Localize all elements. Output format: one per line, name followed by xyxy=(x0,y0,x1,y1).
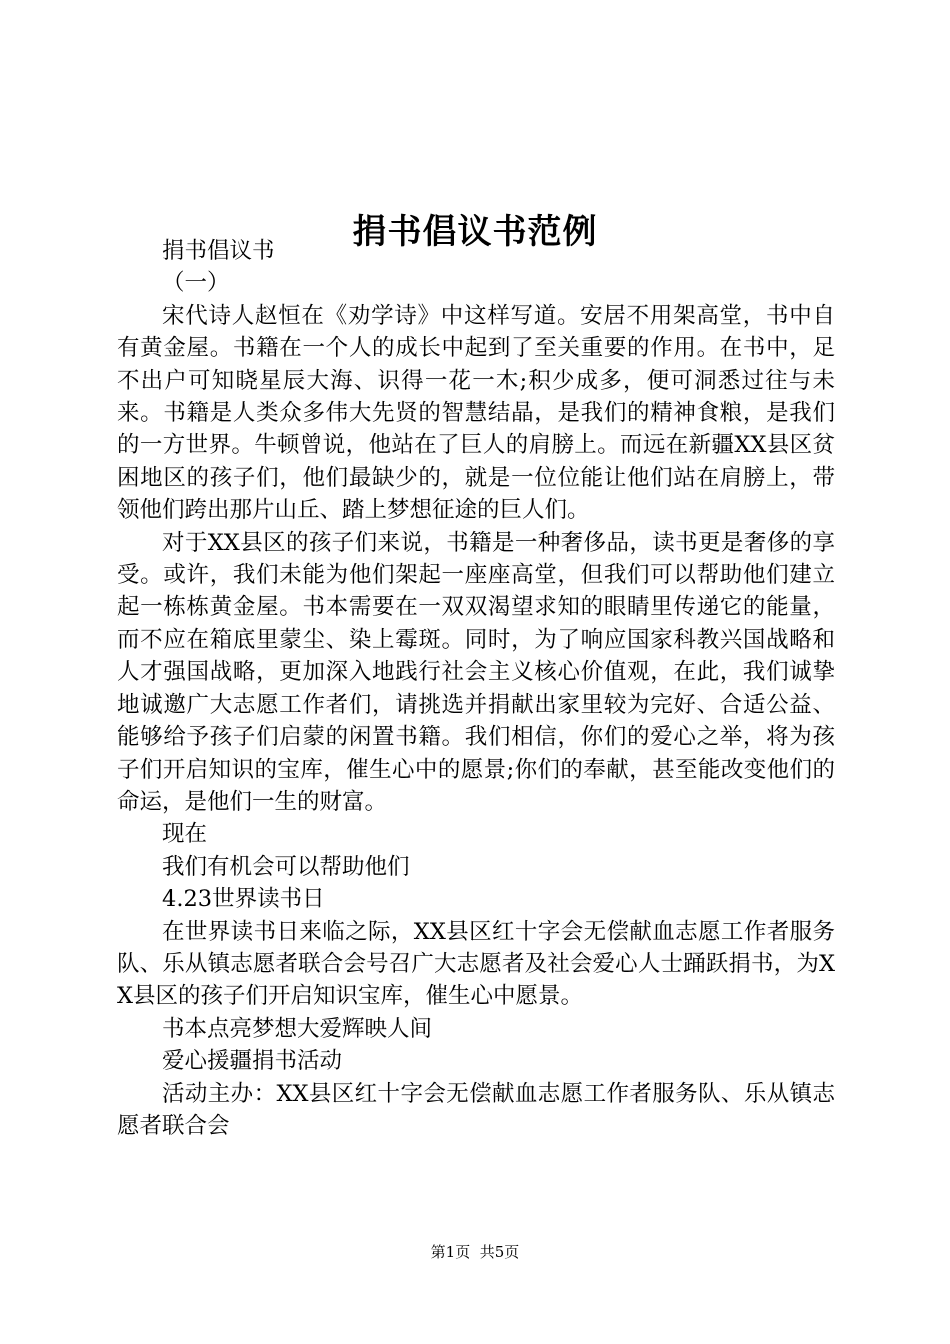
paragraph-body: 宋代诗人赵恒在《劝学诗》中这样写道。安居不用架高堂，书中自有黄金屋。书籍在一个人的成长中起到了至关重要的作用。在书中，足不出户可知晓星辰大海、识得一花一木;积少成多，便可洞悉过往与未来。书籍是人类众多伟大先贤的智慧结晶，是我们的精神食粮，是我们的一方世界。牛顿曾说，他站在了巨人的肩膀上。而远在新疆XX县区贫困地区的孩子们，他们最缺少的，就是一位位能让他们站在肩膀上，带领他们跨出那片山丘、踏上梦想征途的巨人们。 xyxy=(117,302,835,524)
paragraph-subtitle: 捐书倡议书 xyxy=(162,238,275,264)
paragraph-slogan: 书本点亮梦想大爱辉映人间 xyxy=(162,1015,433,1042)
paragraph-short: 我们有机会可以帮助他们 xyxy=(162,853,410,880)
document-body xyxy=(117,235,835,1142)
paragraph-activity-name: 爱心援疆捐书活动 xyxy=(162,1048,343,1075)
document-title: 捐书倡议书范例 xyxy=(352,211,598,252)
paragraph-body: 在世界读书日来临之际，XX县区红十字会无偿献血志愿工作者服务队、乐从镇志愿者联合会号召广大志愿者及社会爱心人士踊跃捐书，为XX县区的孩子们开启知识宝库，催生心中愿景。 xyxy=(117,918,835,1010)
paragraph-short: 4.23世界读书日 xyxy=(162,886,325,913)
page-total: 共5页 xyxy=(479,1243,520,1261)
paragraph-body: 对于XX县区的孩子们来说，书籍是一种奢侈品，读书更是奢侈的享受。或许，我们未能为他们架起一座座高堂，但我们可以帮助他们建立起一栋栋黄金屋。书本需要在一双双渴望求知的眼睛里传递它的能量，而不应在箱底里蒙尘、染上霉斑。同时，为了响应国家科教兴国战略和人才强国战略，更加深入地践行社会主义核心价值观，在此，我们诚挚地诚邀广大志愿工作者们，请挑选并捐献出家里较为完好、合适公益、能够给予孩子们启蒙的闲置书籍。我们相信，你们的爱心之举，将为孩子们开启知识的宝库，催生心中的愿景;你们的奉献，甚至能改变他们的命运，是他们一生的财富。 xyxy=(117,529,835,815)
page-number: 第1页 xyxy=(430,1243,471,1261)
paragraph-organizer: 活动主办：XX县区红十字会无偿献血志愿工作者服务队、乐从镇志愿者联合会 xyxy=(117,1080,835,1139)
paragraph-section-number: （一） xyxy=(162,270,230,297)
page-footer xyxy=(0,1242,950,1262)
paragraph-short: 现在 xyxy=(162,821,208,848)
